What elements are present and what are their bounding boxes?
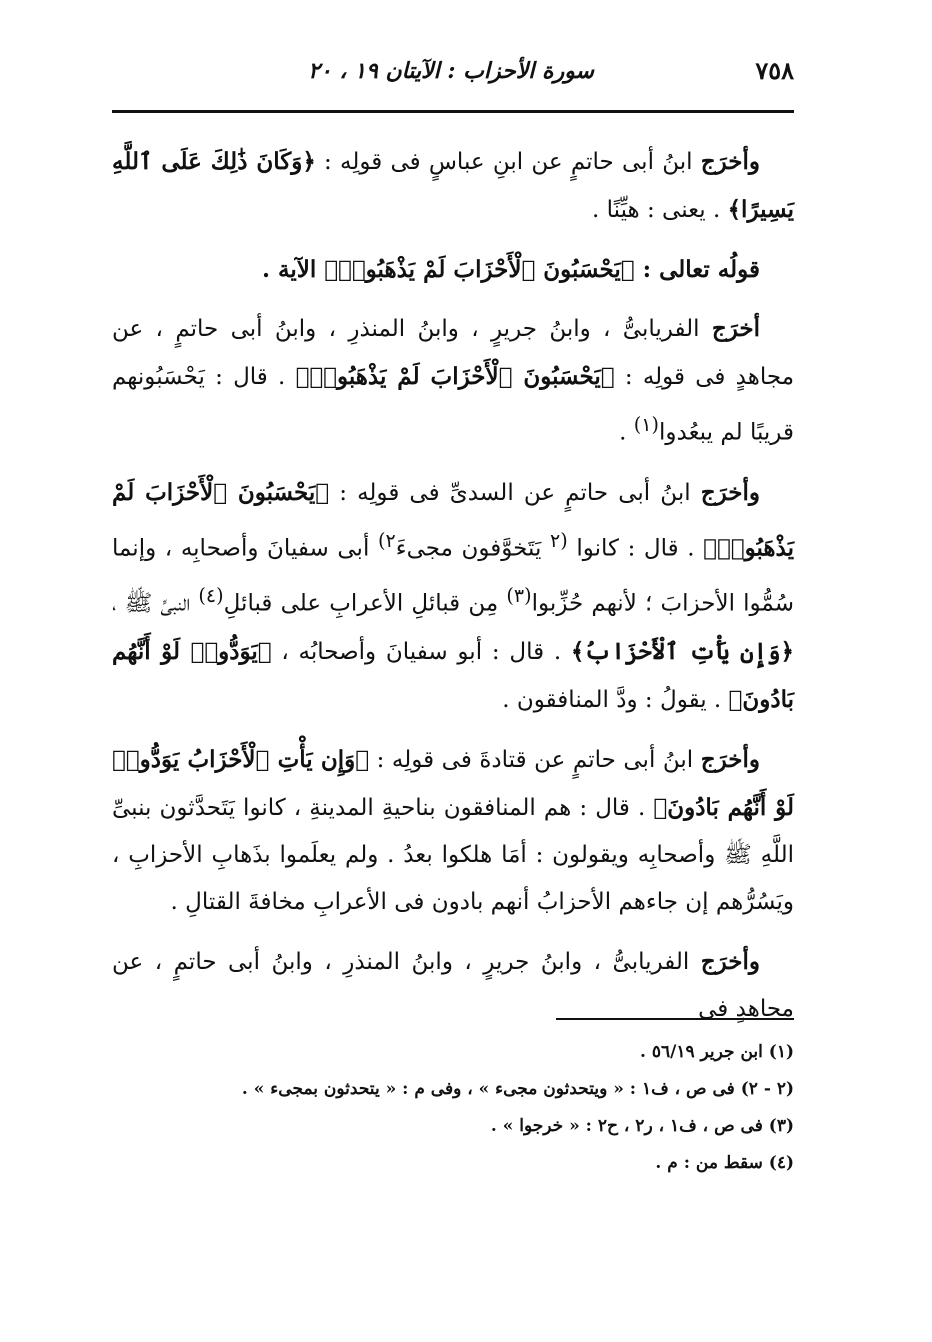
text-span: الفريابىُّ ، وابنُ جريرٍ ، وابنُ المنذرِ ، وابنُ أبى حاتمٍ ، عن مجاهدٍ فى — [112, 948, 794, 1022]
footnote: (٢ - ٢) فى ص ، ف١ : « ويتحدثون مجىء » ، وفى م : « يتحدثون بمجىء » . — [241, 1079, 794, 1099]
running-head: سورة الأحزاب : الآيتان ١٩ ، ٢٠ — [308, 58, 594, 84]
paragraph — [112, 736, 794, 926]
text-span: . قال : كانوا — [567, 535, 704, 562]
paragraph-lead: أخرَج — [711, 315, 760, 342]
footnote-rule — [556, 1018, 794, 1020]
quran-verse: ﴿وَإِن يَأْتِ ٱلْأَحْزَابُ يَوَدُّوا۟ لَوْ أَنَّهُم بَادُونَ﴾ — [112, 745, 794, 821]
text-span: أبى سفيانَ وأصحابِه ، وإنما سُمُّوا الأحزابَ ؛ لأنهم حُزِّبوا — [112, 535, 794, 617]
paragraph-lead: وأخرَج — [700, 478, 760, 506]
paragraph — [112, 305, 794, 457]
text-span: . قال : أبو سفيانَ وأصحابُه ، — [271, 638, 571, 665]
footnote-marker: (٢ — [549, 528, 568, 552]
footnote-marker: ٢) — [377, 528, 396, 552]
paragraph — [112, 469, 794, 724]
text-span: يَتَخوَّفون مجىءَ — [395, 535, 550, 562]
text-span: النبىِّ ﷺ ، — [112, 590, 199, 617]
quran-verse: ﴿يَوَدُّوا۟ لَوْ أَنَّهُم بَادُونَ﴾ — [112, 637, 794, 713]
text-span: الفريابىُّ ، وابنُ جريرٍ ، وابنُ المنذرِ ، وابنُ أبى حاتمٍ ، عن مجاهدٍ فى قولِه : — [112, 316, 795, 390]
paragraph-lead: وأخرَج — [700, 148, 760, 175]
quran-verse: ﴿يَحْسَبُونَ ٱلْأَحْزَابَ لَمْ يَذْهَبُوا۟﴾ — [112, 478, 794, 562]
footnote-marker: (٤) — [198, 584, 224, 608]
heading-lead: قولُه تعالى : — [634, 256, 760, 283]
section-heading — [112, 246, 794, 293]
footnotes — [112, 1034, 794, 1182]
footnote: (٣) فى ص ، ف١ ، ر٢ ، ح٢ : « خرجوا » . — [490, 1116, 794, 1136]
main-text — [112, 138, 794, 1045]
page-header — [112, 56, 794, 96]
text-span: . يقولُ : ودَّ المنافقون . — [502, 686, 729, 713]
paragraph — [112, 138, 794, 234]
footnote: (١) ابن جرير ٥٦/١٩ . — [640, 1042, 794, 1062]
footnote-marker: (٣) — [506, 584, 532, 608]
text-span: ابنُ أبى حاتمٍ عن السدىِّ فى قولِه : — [329, 479, 701, 506]
text-span: . — [619, 419, 634, 446]
quran-verse: ﴿وَكَانَ ذَٰلِكَ عَلَى ٱللَّهِ يَسِيرًا﴾ — [112, 148, 794, 223]
text-span: مِن قبائلِ الأعرابِ على قبائلِ — [223, 590, 507, 617]
quran-verse: ﴿يَحْسَبُونَ ٱلْأَحْزَابَ لَمْ يَذْهَبُوا۟﴾ — [295, 363, 615, 390]
text-span: . يعنى : هيِّنًا . — [592, 197, 728, 223]
paragraph-lead: وأخرَج — [700, 947, 760, 975]
text-span: . قال : هم المنافقون بناحيةِ المدينةِ ، كانوا يَتَحدَّثون بنبىِّ اللَّهِ ﷺ وأصحابِه ويقولون : أمَا هلكوا بعدُ . ولم يعلَموا بذَهابِ الأحزابِ ، ويَسُرُّهم إن جاءهم الأحزابُ أنهم بادون فى الأعرابِ مخافةَ القتالِ . — [112, 794, 794, 915]
quran-verse: ﴿وَإِن يَأْتِ ٱلْأَحْزَابُ﴾ — [570, 637, 794, 665]
footnote: (٤) سقط من : م . — [655, 1153, 794, 1173]
text-span: . قال : يَحْسَبُونهم قريبًا لم يبعُدوا — [112, 364, 794, 446]
page-number: ٧٥٨ — [755, 56, 794, 85]
text-span: الآية . — [261, 256, 325, 283]
header-rule — [112, 110, 794, 113]
footnote-marker: (١) — [633, 413, 660, 436]
text-span: ابنُ أبى حاتمٍ عن قتادةَ فى قولِه : — [369, 746, 701, 773]
text-span: ابنُ أبى حاتمٍ عن ابنِ عباسٍ فى قولِه : — [315, 149, 701, 175]
quran-verse: ﴿يَحْسَبُونَ ٱلْأَحْزَابَ لَمْ يَذْهَبُوا۟﴾ — [324, 256, 635, 283]
paragraph-lead: وأخرَج — [700, 745, 760, 773]
